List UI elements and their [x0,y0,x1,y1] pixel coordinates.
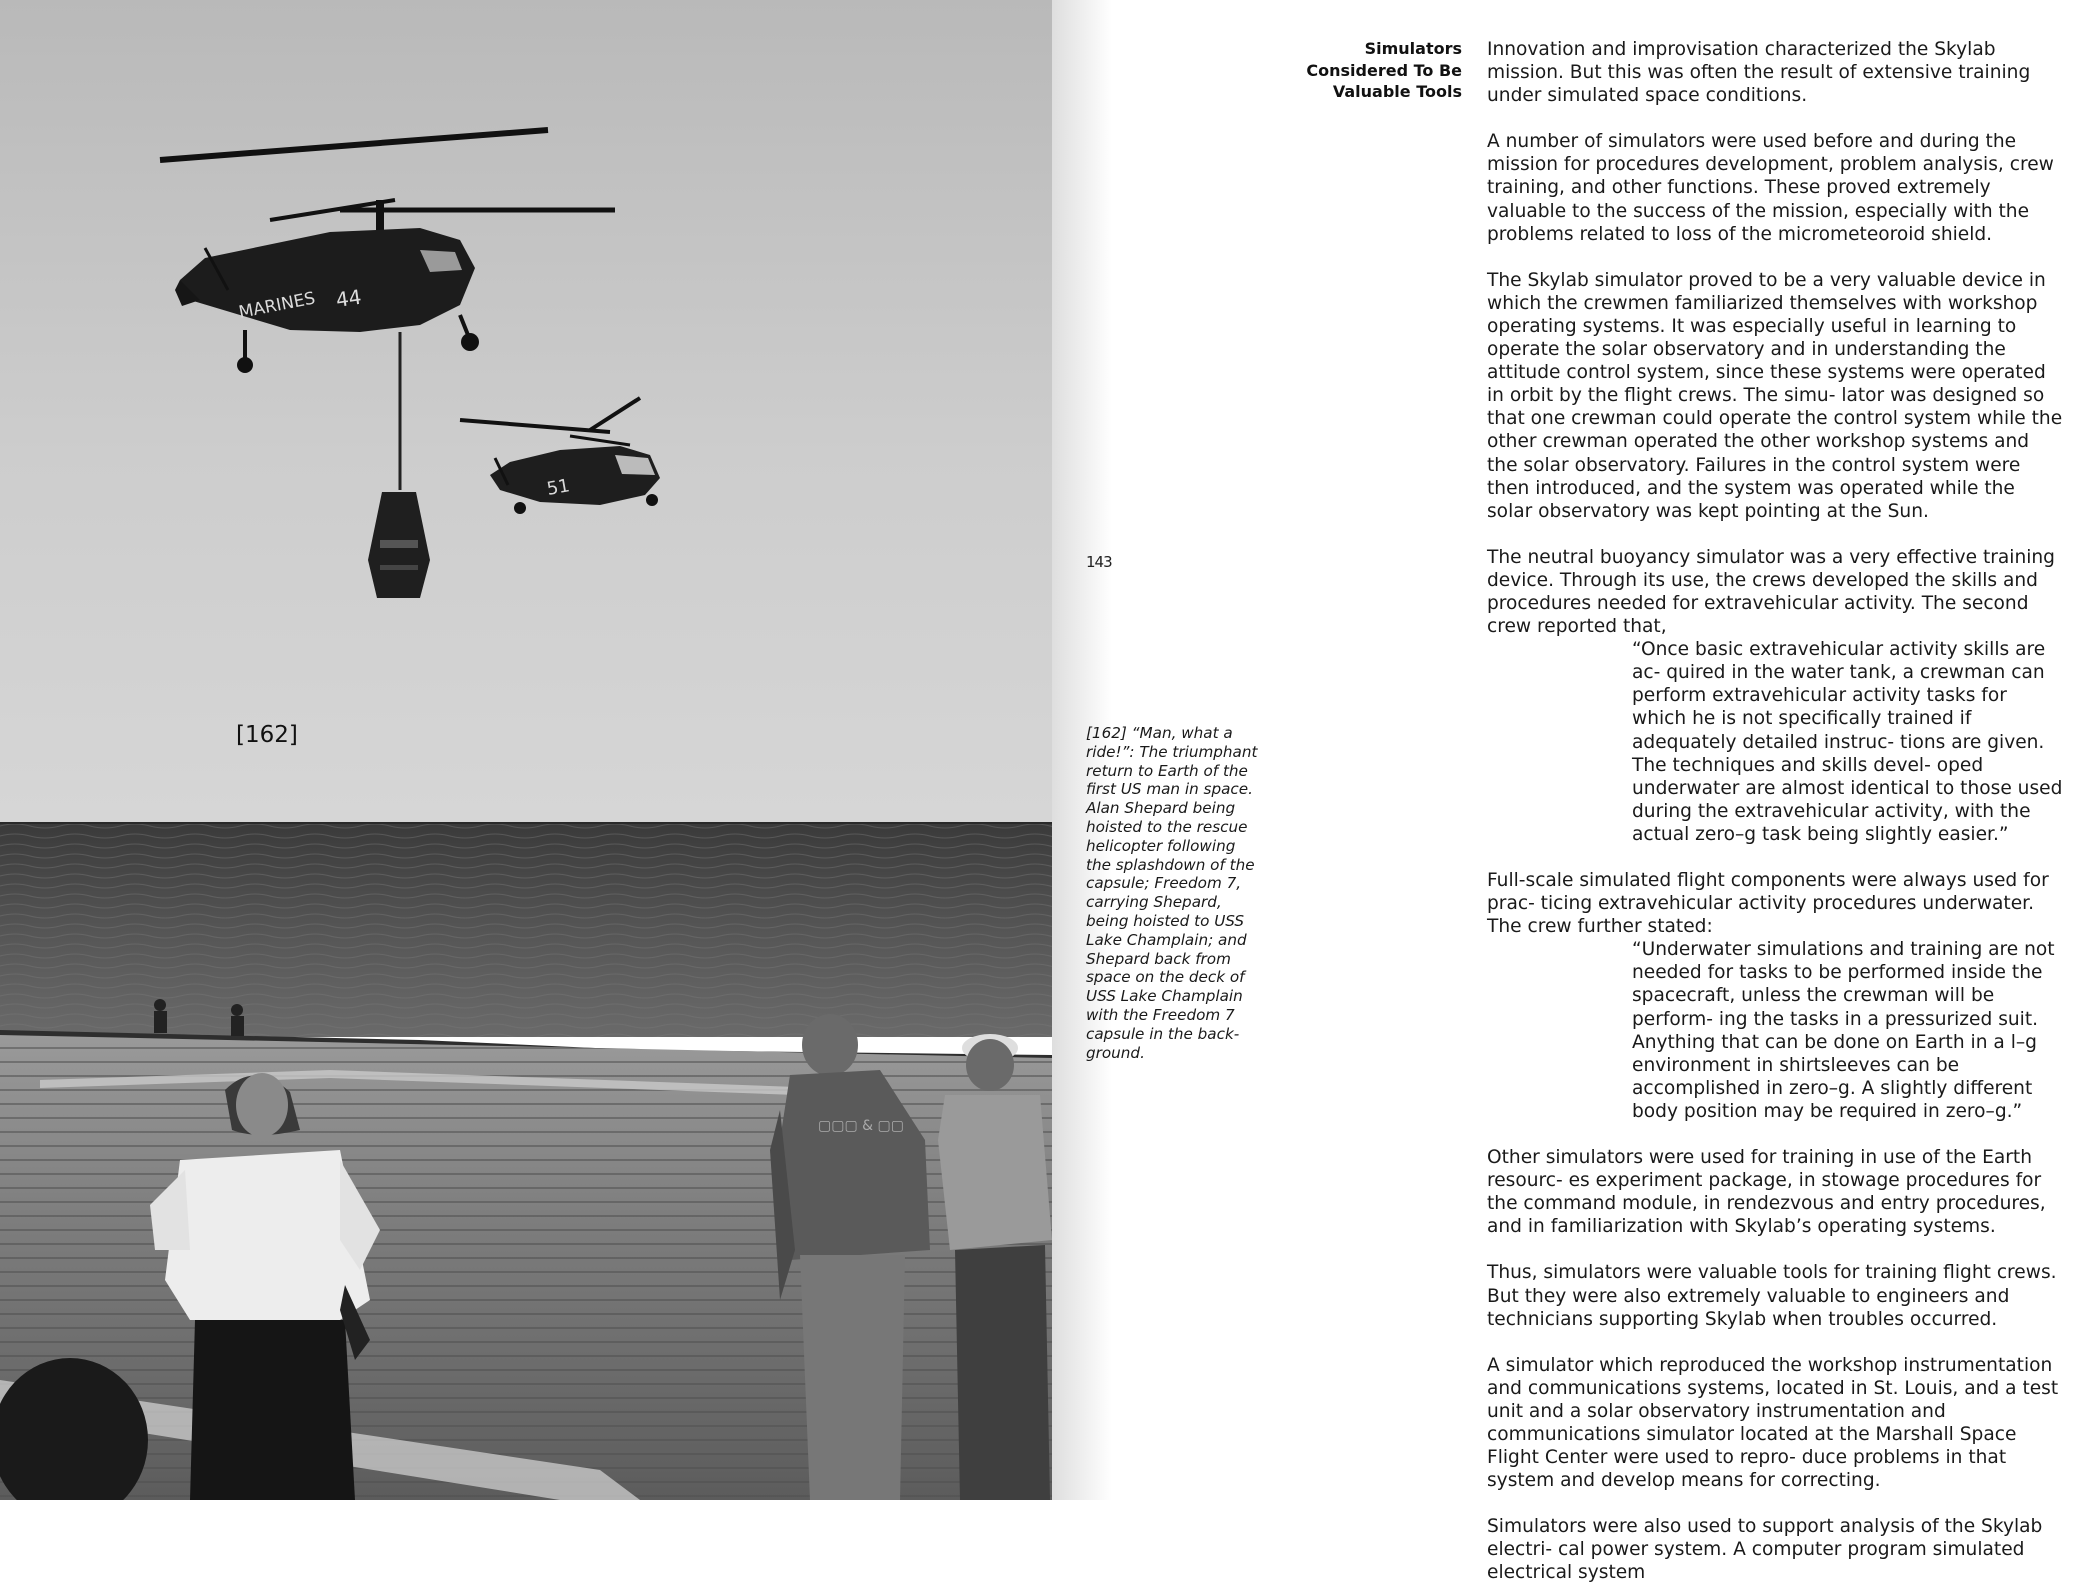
paragraph: The Skylab simulator proved to be a very valuable device in which the crewmen familiarized themselves with workshop operating systems. It was especially useful in learning to operate the solar observatory and in understanding the attitude control system, since these systems were operated in orbit by the flight crews. The simu- lator was designed so that one crewman could operate the control system while the other crewman operated the other workshop systems and the solar observatory. Failures in the control system were then introduced, and the system was operated while the solar observatory was kept pointing at the Sun. [1487,269,2063,522]
paragraph: The neutral buoyancy simulator was a very effective training device. Through its use, the crews developed the skills and procedures needed for extravehicular activity. The second crew reported that, [1487,546,2055,638]
section-heading-line: Valuable Tools [1332,82,1462,101]
figure-caption: [162] “Man, what a ride!”: The triumphant return to Earth of the first US man in space. Alan Shepard being hoisted to the rescue helicopter following the splashdown of the capsule; Freedom 7, carrying Shepard, being hoisted to USS Lake Champlain; and Shepard back from space on the deck of USS Lake Champlain with the Freedom 7 capsule in the back- ground. [1086,724,1258,1062]
section-heading-line: Considered To Be [1306,60,1462,80]
paragraph: Full-scale simulated flight components were always used for prac- ticing extravehicular activity procedures underwater. [1487,870,2049,915]
helicopter-number: 44 [334,284,363,312]
block-quote: “Once basic extravehicular activity skills are ac- quired in the water tank, a crewman can perform extravehicular activity tasks for which he is not specifically trained if adequately detailed instruc- tions are given. The techniques and skills devel- oped underwater are almost identical to those used during the extravehicular activity, with the actual zero–g task being slightly easier.” [1632,639,2063,845]
helicopter-marking: MARINES [237,288,317,323]
helicopter-recovery-photo [0,0,1052,1500]
figure-reference: [162] [236,722,298,748]
sky [0,0,1052,825]
block-quote: “Underwater simulations and training are not needed for tasks to be performed inside the spacecraft, unless the crewman will be perform- ing the tasks in a pressurized suit. Anything that can be done on Earth in a l–g environment in shirtsleeves can be accomplished in zero–g. A slightly different body position may be required in zero–g.” [1632,939,2055,1122]
helicopter-number: 51 [545,475,572,500]
body-text [1487,38,2065,1585]
section-heading [1270,38,1462,103]
paragraph: Innovation and improvisation characterized the Skylab mission. But this was often the result of extensive training under simulated space conditions. [1487,39,2031,107]
paragraph: The crew further stated: [1487,916,1713,938]
paragraph: Other simulators were used for training in use of the Earth resourc- es experiment package, in stowage procedures for the command module, in rendezvous and entry procedures, and in familiarization with Skylab’s operating systems. [1487,1147,2046,1238]
page-number: 143 [1086,553,1112,571]
paragraph: Thus, simulators were valuable tools for training flight crews. But they were also extremely valuable to engineers and technicians supporting Skylab when troubles occurred. [1487,1262,2057,1330]
paragraph: Simulators were also used to support analysis of the Skylab electri- cal power system. A computer program simulated electrical system [1487,1516,2043,1584]
section-heading-line: Simulators [1364,39,1462,58]
paragraph: A simulator which reproduced the workshop instrumentation and communications systems, located in St. Louis, and a test unit and a solar observatory instrumentation and communications simulator located at the Marshall Space Flight Center were used to repro- duce problems in that system and develop means for correcting. [1487,1354,2059,1492]
paragraph: A number of simulators were used before and during the mission for procedures development, problem analysis, crew training, and other functions. These proved extremely valuable to the success of the mission, especially with the problems related to loss of the micrometeoroid shield. [1487,131,2054,245]
svg-text:▢▢▢ & ▢▢: ▢▢▢ & ▢▢ [818,1118,904,1134]
